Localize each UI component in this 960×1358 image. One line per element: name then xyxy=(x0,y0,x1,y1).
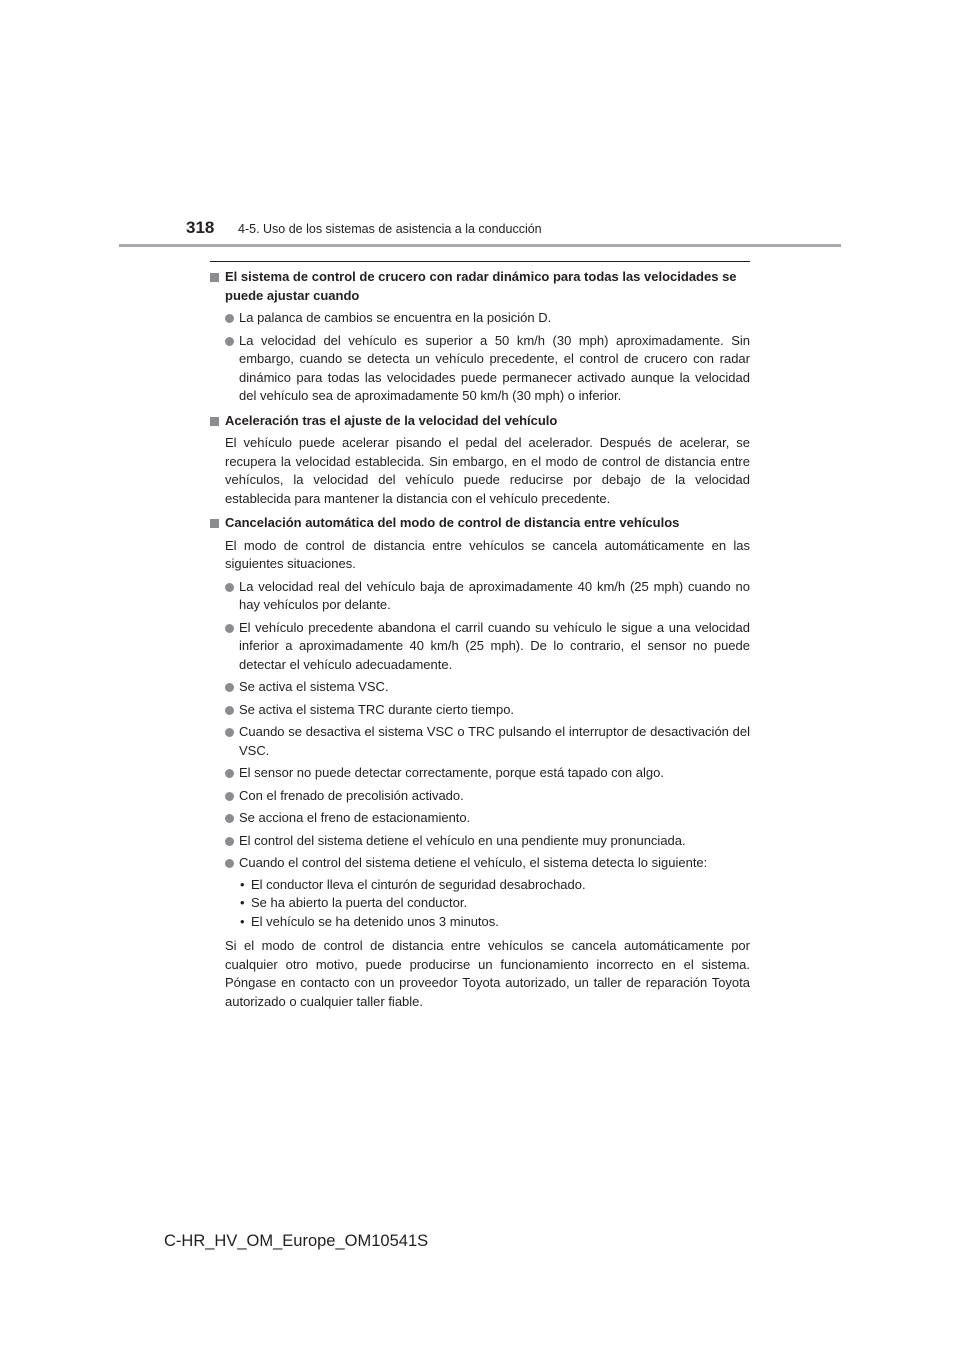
circle-bullet-icon xyxy=(225,728,234,737)
circle-bullet-icon xyxy=(225,859,234,868)
circle-bullet-icon xyxy=(225,337,234,346)
section-heading: Cancelación automática del modo de control de distancia entre vehículos xyxy=(210,514,750,533)
document-code: C-HR_HV_OM_Europe_OM10541S xyxy=(164,1232,429,1250)
circle-bullet-icon xyxy=(225,314,234,323)
paragraph: El vehículo puede acelerar pisando el pedal del acelerador. Después de acelerar, se recupera la velocidad establecida. Sin embargo, en el modo de control de distancia entre vehículos, la velocidad del vehículo puede reducirse por debajo de la velocidad establecida para mantener la distancia con el vehículo precedente. xyxy=(225,435,750,506)
section-heading: Aceleración tras el ajuste de la velocidad del vehículo xyxy=(210,412,750,431)
sub-list-item: • El vehículo se ha detenido unos 3 minutos. xyxy=(210,913,750,932)
sub-list-item: • El conductor lleva el cinturón de seguridad desabrochado. xyxy=(210,876,750,895)
page-content xyxy=(210,268,750,1011)
small-dot-icon: • xyxy=(240,876,245,892)
small-dot-icon: • xyxy=(240,895,245,910)
closing-paragraph: Si el modo de control de distancia entre vehículos se cancela automáticamente por cualquier otro motivo, puede producirse un funcionamiento incorrecto en el sistema. Póngase en contacto con un proveedor Toyota autorizado, un taller de reparación Toyota autorizado o cualquier taller fiable. xyxy=(225,938,750,1009)
list-item: La velocidad del vehículo es superior a 50 km/h (30 mph) aproximadamente. Sin embargo, cuando se detecta un vehículo precedente, el control de crucero con radar dinámico para todas las velocidades puede permanecer activado aunque la velocidad del vehículo sea de aproximadamente 50 km/h (30 mph) o inferior. xyxy=(210,332,750,406)
list-item: Se activa el sistema TRC durante cierto tiempo. xyxy=(210,701,750,720)
circle-bullet-icon xyxy=(225,837,234,846)
list-item: Cuando el control del sistema detiene el vehículo, el sistema detecta lo siguiente: xyxy=(210,854,750,873)
list-item: El sensor no puede detectar correctamente, porque está tapado con algo. xyxy=(210,764,750,783)
list-item: El control del sistema detiene el vehículo en una pendiente muy pronunciada. xyxy=(210,832,750,851)
circle-bullet-icon xyxy=(225,624,234,633)
circle-bullet-icon xyxy=(225,792,234,801)
content-top-rule xyxy=(210,261,750,262)
section-title: 4-5. Uso de los sistemas de asistencia a la conducción xyxy=(238,222,542,236)
list-item: Cuando se desactiva el sistema VSC o TRC pulsando el interruptor de desactivación del VSC. xyxy=(210,723,750,760)
small-dot-icon: • xyxy=(240,913,245,929)
circle-bullet-icon xyxy=(225,769,234,778)
list-item: Se acciona el freno de estacionamiento. xyxy=(210,809,750,828)
sub-list-item: • Se ha abierto la puerta del conductor. xyxy=(210,894,750,913)
square-bullet-icon xyxy=(210,273,219,282)
circle-bullet-icon xyxy=(225,683,234,692)
list-item: El vehículo precedente abandona el carril cuando su vehículo le sigue a una velocidad inferior a aproximadamente 40 km/h (25 mph). De lo contrario, el sensor no puede detectar el vehículo adecuadamente. xyxy=(210,619,750,675)
page-number: 318 xyxy=(186,218,215,237)
circle-bullet-icon xyxy=(225,814,234,823)
section-heading: El sistema de control de crucero con radar dinámico para todas las velocidades se puede ajustar cuando xyxy=(210,268,750,305)
list-item: La palanca de cambios se encuentra en la posición D. xyxy=(210,309,750,328)
paragraph: El modo de control de distancia entre vehículos se cancela automáticamente en las siguientes situaciones. xyxy=(225,537,750,571)
list-item: Con el frenado de precolisión activado. xyxy=(210,787,750,806)
square-bullet-icon xyxy=(210,417,219,426)
circle-bullet-icon xyxy=(225,706,234,715)
sub-list xyxy=(210,876,750,932)
list-item: La velocidad real del vehículo baja de aproximadamente 40 km/h (25 mph) cuando no hay vehículos por delante. xyxy=(210,578,750,615)
square-bullet-icon xyxy=(210,519,219,528)
header-rule xyxy=(119,244,841,247)
list-item: Se activa el sistema VSC. xyxy=(210,678,750,697)
circle-bullet-icon xyxy=(225,583,234,592)
